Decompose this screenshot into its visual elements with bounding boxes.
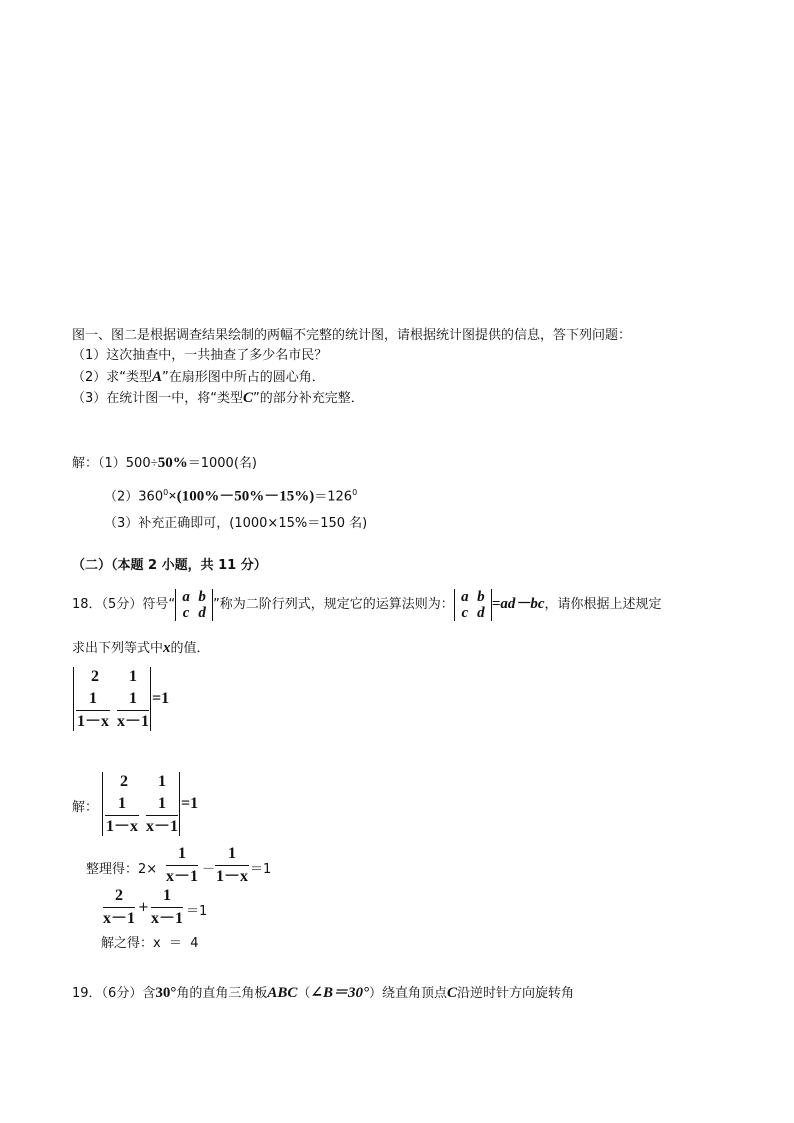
question-intro: 图一、图二是根据调查结果绘制的两幅不完整的统计图，请根据统计图提供的信息，答下列问题： xyxy=(72,328,632,343)
part-2-tail: ”在扇形图中所占的圆心角． xyxy=(162,370,325,385)
step-frac-2: 1 1－x xyxy=(215,845,248,885)
det-entry-c: 1 1－x xyxy=(76,690,109,730)
determinant-rule xyxy=(454,589,492,621)
q19-mid3: ）绕直角顶点 xyxy=(368,986,447,1001)
q19-lead: 19．（6分）含 xyxy=(72,986,156,1001)
point-c: C xyxy=(446,985,457,1001)
question-part-1: （1）这次抽查中，一共抽查了多少名市民？ xyxy=(72,348,328,363)
divide-sign: ÷ xyxy=(150,455,158,470)
type-c-var: C xyxy=(243,390,254,406)
solution-3: （3）补充正确即可，(1000×15%＝150 名) xyxy=(104,516,368,531)
det-a: a xyxy=(182,588,190,605)
sol2-expression: ×(100%－50%－15%) xyxy=(168,488,315,505)
solution-1 xyxy=(72,455,257,472)
triangle-abc: ABC xyxy=(267,985,298,1001)
det-entry-a: 2 xyxy=(91,668,99,685)
final-answer: 解之得：x ＝ 4 xyxy=(101,936,199,951)
step-frac-1: 1 x－1 xyxy=(166,845,199,885)
minus-sign: － xyxy=(202,862,216,877)
step-equals: ＝1 xyxy=(250,862,272,877)
det-d: d xyxy=(198,604,206,621)
rule-d: d xyxy=(477,604,485,621)
det-c: c xyxy=(182,604,190,621)
rule-c: c xyxy=(461,604,469,621)
question-18-line-2 xyxy=(72,640,210,657)
det-b: b xyxy=(198,588,206,605)
question-part-3 xyxy=(72,390,364,407)
q18-tail: ，请你根据上述规定 xyxy=(544,597,662,612)
q19-tail: 沿逆时针方向旋转角 xyxy=(456,986,574,1001)
type-a-var: A xyxy=(152,369,163,385)
simplify-step: 整理得：2× xyxy=(86,862,158,877)
var-x: x xyxy=(163,640,171,656)
sol2-lead: （2）360 xyxy=(104,489,164,505)
q19-paren-open: （ xyxy=(297,986,311,1001)
determinant-symbol xyxy=(175,589,213,621)
question-18-line-1 xyxy=(72,588,662,621)
step2-frac-1: 2 x－1 xyxy=(103,887,136,927)
rule-b: b xyxy=(477,588,485,605)
part-3-tail: ”的部分补充完整． xyxy=(253,391,364,406)
sol-det-a: 2 xyxy=(120,773,128,790)
rule-formula: =ad－bc xyxy=(491,596,545,612)
degree-mark-2: 0 xyxy=(352,488,358,497)
rule-a: a xyxy=(461,588,469,605)
part-3-text: （3）在统计图一中，将“类型 xyxy=(72,391,244,406)
sol2-result: ＝126 xyxy=(314,489,353,505)
q18-lead: 18．（5分）符号“ xyxy=(72,597,176,612)
sol-det-rhs: =1 xyxy=(181,795,199,812)
det-entry-b: 1 xyxy=(129,668,137,685)
question-19 xyxy=(72,985,574,1002)
q19-mid1: 角的直角三角板 xyxy=(176,986,268,1001)
q18-mid: ”称为二阶行列式，规定它的运算法则为： xyxy=(213,597,454,612)
det-rhs: =1 xyxy=(152,690,170,707)
step2-frac-2: 1 x－1 xyxy=(151,887,184,927)
question-part-2 xyxy=(72,369,325,386)
percent-50: 50% xyxy=(157,455,188,471)
step2-equals: ＝1 xyxy=(186,904,208,919)
solution-label: 解： xyxy=(72,800,99,815)
det-entry-d: 1 x－1 xyxy=(117,690,150,730)
solution-2 xyxy=(104,485,357,505)
part-2-text: （2）求“类型 xyxy=(72,370,153,385)
sol-det-b: 1 xyxy=(158,773,166,790)
degree-mark: 0 xyxy=(163,488,169,497)
section-heading: （二）（本题 2 小题，共 11 分） xyxy=(72,558,267,573)
sol1-result: ＝1000(名) xyxy=(187,456,257,471)
angle-condition: ∠B＝30° xyxy=(310,985,369,1001)
q18-line2-tail: 的值． xyxy=(170,641,210,656)
angle-30: 30° xyxy=(155,985,177,1001)
q18-line2-text: 求出下列等式中 xyxy=(72,641,164,656)
plus-sign: + xyxy=(138,900,149,915)
sol-det-c: 1 1－x xyxy=(105,795,138,835)
sol-det-d: 1 x－1 xyxy=(146,795,179,835)
sol1-lead: 解：（1）500 xyxy=(72,456,151,471)
